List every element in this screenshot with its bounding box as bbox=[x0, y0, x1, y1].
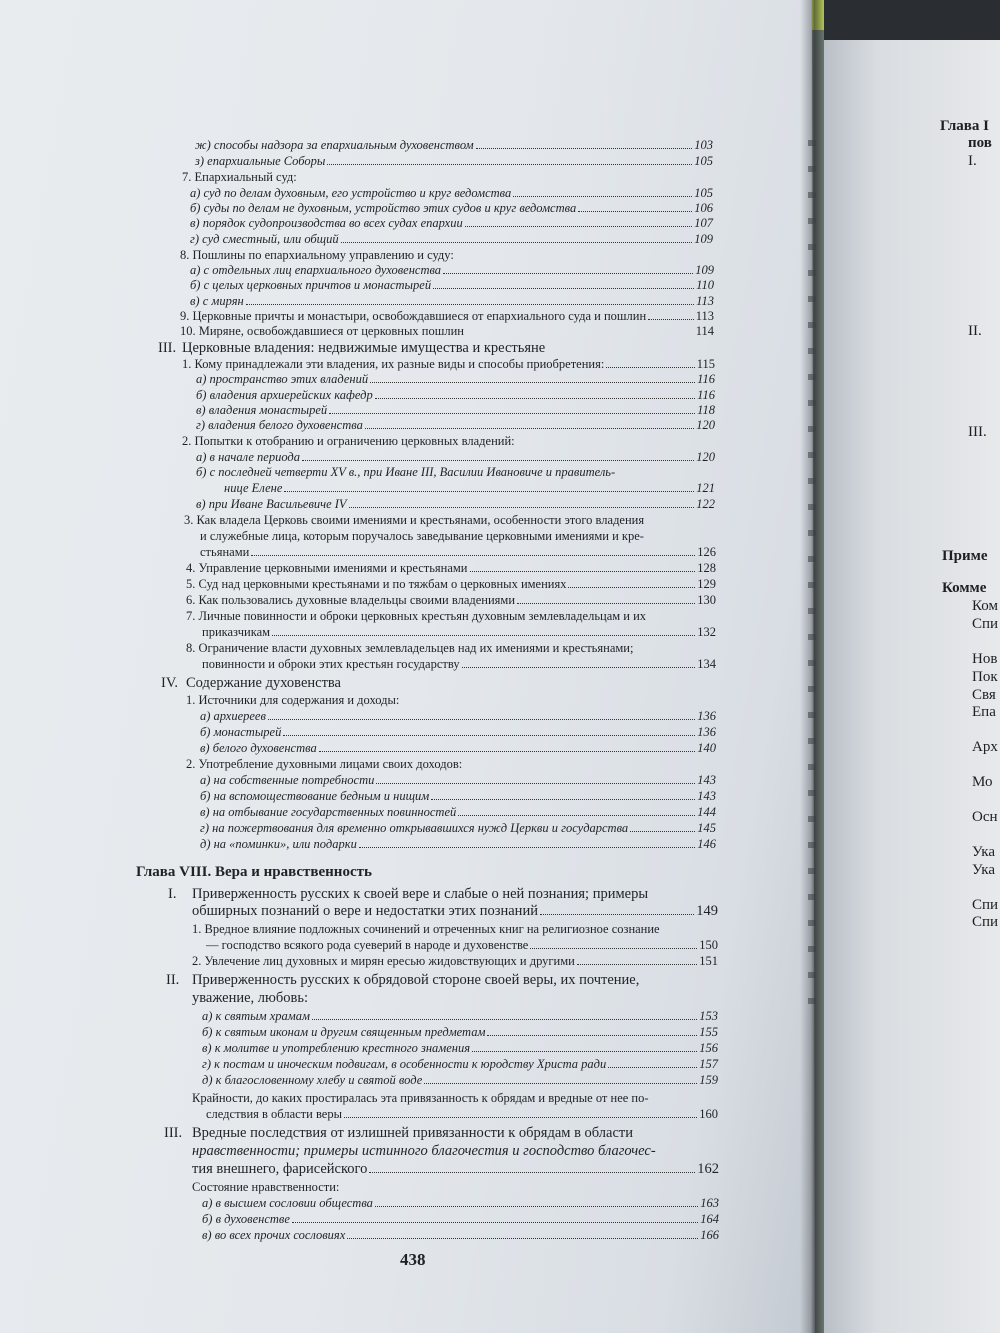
toc-entry: д) на «поминки», или подарки 146 bbox=[200, 837, 716, 851]
right-page-text: Ком bbox=[972, 598, 998, 614]
right-page-text: III. bbox=[968, 424, 987, 440]
toc-entry: в) на отбывание государственных повинностей 144 bbox=[200, 805, 716, 819]
right-page-text: Ука bbox=[972, 862, 996, 878]
toc-entry: уважение, любовь: bbox=[192, 990, 308, 1006]
section-roman: II. bbox=[166, 972, 180, 988]
toc-entry: а) архиереев 136 bbox=[200, 709, 716, 723]
toc-entry: и служебные лица, которым поручалось заведывание церковными имениями и кре- bbox=[200, 529, 644, 543]
toc-entry: в) владения монастырей 118 bbox=[196, 403, 715, 417]
right-page-text: Спи bbox=[972, 897, 999, 913]
toc-entry: б) монастырей 136 bbox=[200, 725, 716, 739]
toc-entry: а) в начале периода 120 bbox=[196, 450, 715, 464]
toc-entry: в) с мирян 113 bbox=[190, 294, 714, 308]
toc-entry: а) в высшем сословии общества 163 bbox=[202, 1196, 719, 1210]
toc-entry: в) белого духовенства 140 bbox=[200, 741, 716, 755]
right-page-text: пов bbox=[968, 135, 992, 151]
toc-entry: д) к благословенному хлебу и святой воде 159 bbox=[202, 1073, 718, 1087]
toc-entry: г) владения белого духовенства 120 bbox=[196, 418, 715, 432]
toc-entry: повинности и оброки этих крестьян государству 134 bbox=[202, 657, 716, 671]
toc-entry: б) с последней четверти XV в., при Иване III, Василии Ивановиче и правитель- bbox=[196, 465, 616, 479]
section-roman: III. bbox=[158, 340, 177, 356]
section-roman: III. bbox=[164, 1125, 183, 1141]
right-page-text: Епа bbox=[972, 704, 996, 720]
toc-entry: а) с отдельных лиц епархиального духовенства 109 bbox=[190, 263, 714, 277]
section-heading: Приверженность русских к своей вере и слабые о ней познания; примеры bbox=[192, 886, 649, 902]
toc-entry: 2. Употребление духовными лицами своих доходов: bbox=[186, 757, 463, 771]
toc-entry: б) на вспомоществование бедным и нищим 143 bbox=[200, 789, 716, 803]
toc-entry: 3. Как владела Церковь своими имениями и крестьянами, особенности этого владения bbox=[184, 513, 645, 527]
toc-entry: 4. Управление церковными имениями и крестьянами 128 bbox=[186, 561, 716, 575]
toc-entry: в) порядок судопроизводства во всех судах епархии 107 bbox=[190, 216, 713, 230]
page-number: 438 bbox=[400, 1250, 426, 1269]
toc-entry: в) к молитве и употреблению крестного знамения 156 bbox=[202, 1041, 718, 1055]
toc-entry: а) к святым храмам 153 bbox=[202, 1009, 718, 1023]
right-page-text: Свя bbox=[972, 687, 996, 703]
right-page-text: Спи bbox=[972, 616, 999, 632]
toc-entry: в) при Иване Васильевиче IV 122 bbox=[196, 497, 715, 511]
toc-entry: б) суды по делам не духовным, устройство этих судов и круг ведомства 106 bbox=[190, 201, 713, 215]
toc-entry: 1. Источники для содержания и доходы: bbox=[186, 693, 400, 707]
right-page-text: Арх bbox=[972, 739, 998, 755]
section-heading: Приверженность русских к обрядовой стороне своей веры, их почтение, bbox=[192, 972, 640, 988]
toc-entry: б) с целых церковных причтов и монастырей 110 bbox=[190, 278, 714, 292]
right-page-text: Мо bbox=[972, 774, 993, 790]
toc-entry: 1. Кому принадлежали эти владения, их разные виды и способы приобретения: 115 bbox=[182, 357, 715, 371]
section-heading: Содержание духовенства bbox=[186, 675, 341, 691]
toc-entry: 7. Личные повинности и оброки церковных крестьян духовным землевладельцам и их bbox=[186, 609, 647, 623]
right-page-text: Спи bbox=[972, 914, 999, 930]
toc-entry: тия внешнего, фарисейского 162 bbox=[192, 1161, 719, 1177]
toc-entry: 5. Суд над церковными крестьянами и по тяжбам о церковных имениях 129 bbox=[186, 577, 716, 591]
toc-entry: — господство всякого рода суеверий в народе и духовенстве 150 bbox=[206, 938, 718, 952]
toc-entry: а) на собственные потребности 143 bbox=[200, 773, 716, 787]
toc-entry: 2. Увлечение лиц духовных и мирян ересью жидовствующих и другими 151 bbox=[192, 954, 718, 968]
toc-entry: нравственности; примеры истинного благочестия и господство благочес- bbox=[192, 1143, 656, 1159]
section-roman: I. bbox=[168, 886, 177, 902]
toc-entry: 7. Епархиальный суд: bbox=[182, 170, 297, 184]
chapter-heading: Глава VIII. Вера и нравственность bbox=[136, 864, 372, 880]
toc-entry: б) в духовенстве 164 bbox=[202, 1212, 719, 1226]
toc-entry: 10. Миряне, освобождавшиеся от церковных пошлин 114 bbox=[180, 324, 714, 338]
section-heading: Вредные последствия от излишней привязанности к обрядам в области bbox=[192, 1125, 634, 1141]
toc-entry: 2. Попытки к отобранию и ограничению церковных владений: bbox=[182, 434, 515, 448]
toc-entry: б) владения архиерейских кафедр 116 bbox=[196, 388, 715, 402]
toc-entry: а) суд по делам духовным, его устройство и круг ведомства 105 bbox=[190, 186, 713, 200]
toc-entry: ж) способы надзора за епархиальным духовенством 103 bbox=[195, 138, 713, 152]
section-roman: IV. bbox=[161, 675, 179, 691]
toc-entry: в) во всех прочих сословиях 166 bbox=[202, 1228, 719, 1242]
toc-entry: б) к святым иконам и другим священным предметам 155 bbox=[202, 1025, 718, 1039]
right-page-text: Глава I bbox=[940, 118, 989, 134]
toc-entry: г) на пожертвования для временно открывавшихся нужд Церкви и государства 145 bbox=[200, 821, 716, 835]
toc-entry: 8. Ограничение власти духовных землевладельцев над их имениями и крестьянами; bbox=[186, 641, 634, 655]
right-page-text: II. bbox=[968, 323, 982, 339]
toc-entry: 9. Церковные причты и монастыри, освобождавшиеся от епархиального суда и пошлин 113 bbox=[180, 309, 714, 323]
right-page-text: Осн bbox=[972, 809, 998, 825]
right-page-text: Нов bbox=[972, 651, 998, 667]
toc-entry: з) епархиальные Соборы 105 bbox=[195, 154, 713, 168]
toc-entry: а) пространство этих владений 116 bbox=[196, 372, 715, 386]
toc-entry: 8. Пошлины по епархиальному управлению и суду: bbox=[180, 248, 454, 262]
right-page-text: I. bbox=[968, 153, 977, 169]
toc-entry: нице Елене 121 bbox=[224, 481, 715, 495]
right-page-text: Комме bbox=[942, 580, 987, 596]
right-page-text: Приме bbox=[942, 548, 988, 564]
toc-entry: Состояние нравственности: bbox=[192, 1180, 340, 1194]
right-page-dark-edge bbox=[824, 0, 1000, 40]
toc-entry: следствия в области веры 160 bbox=[206, 1107, 718, 1121]
toc-entry: г) суд сместный, или общий 109 bbox=[190, 232, 713, 246]
toc-entry: 6. Как пользовались духовные владельцы своими владениями 130 bbox=[186, 593, 716, 607]
section-heading: Церковные владения: недвижимые имущества и крестьяне bbox=[182, 340, 546, 356]
toc-entry: стьянами 126 bbox=[200, 545, 716, 559]
toc-entry: приказчикам 132 bbox=[202, 625, 716, 639]
toc-entry: Крайности, до каких простиралась эта привязанность к обрядам и вредные от нее по- bbox=[192, 1091, 649, 1105]
right-page-text: Ука bbox=[972, 844, 996, 860]
right-page-text: Пок bbox=[972, 669, 998, 685]
toc-entry: обширных познаний о вере и недостатки этих познаний 149 bbox=[192, 903, 718, 919]
toc-entry: г) к постам и иноческим подвигам, в особенности к юродству Христа ради 157 bbox=[202, 1057, 718, 1071]
toc-entry: 1. Вредное влияние подложных сочинений и отреченных книг на религиозное сознание bbox=[192, 922, 660, 936]
